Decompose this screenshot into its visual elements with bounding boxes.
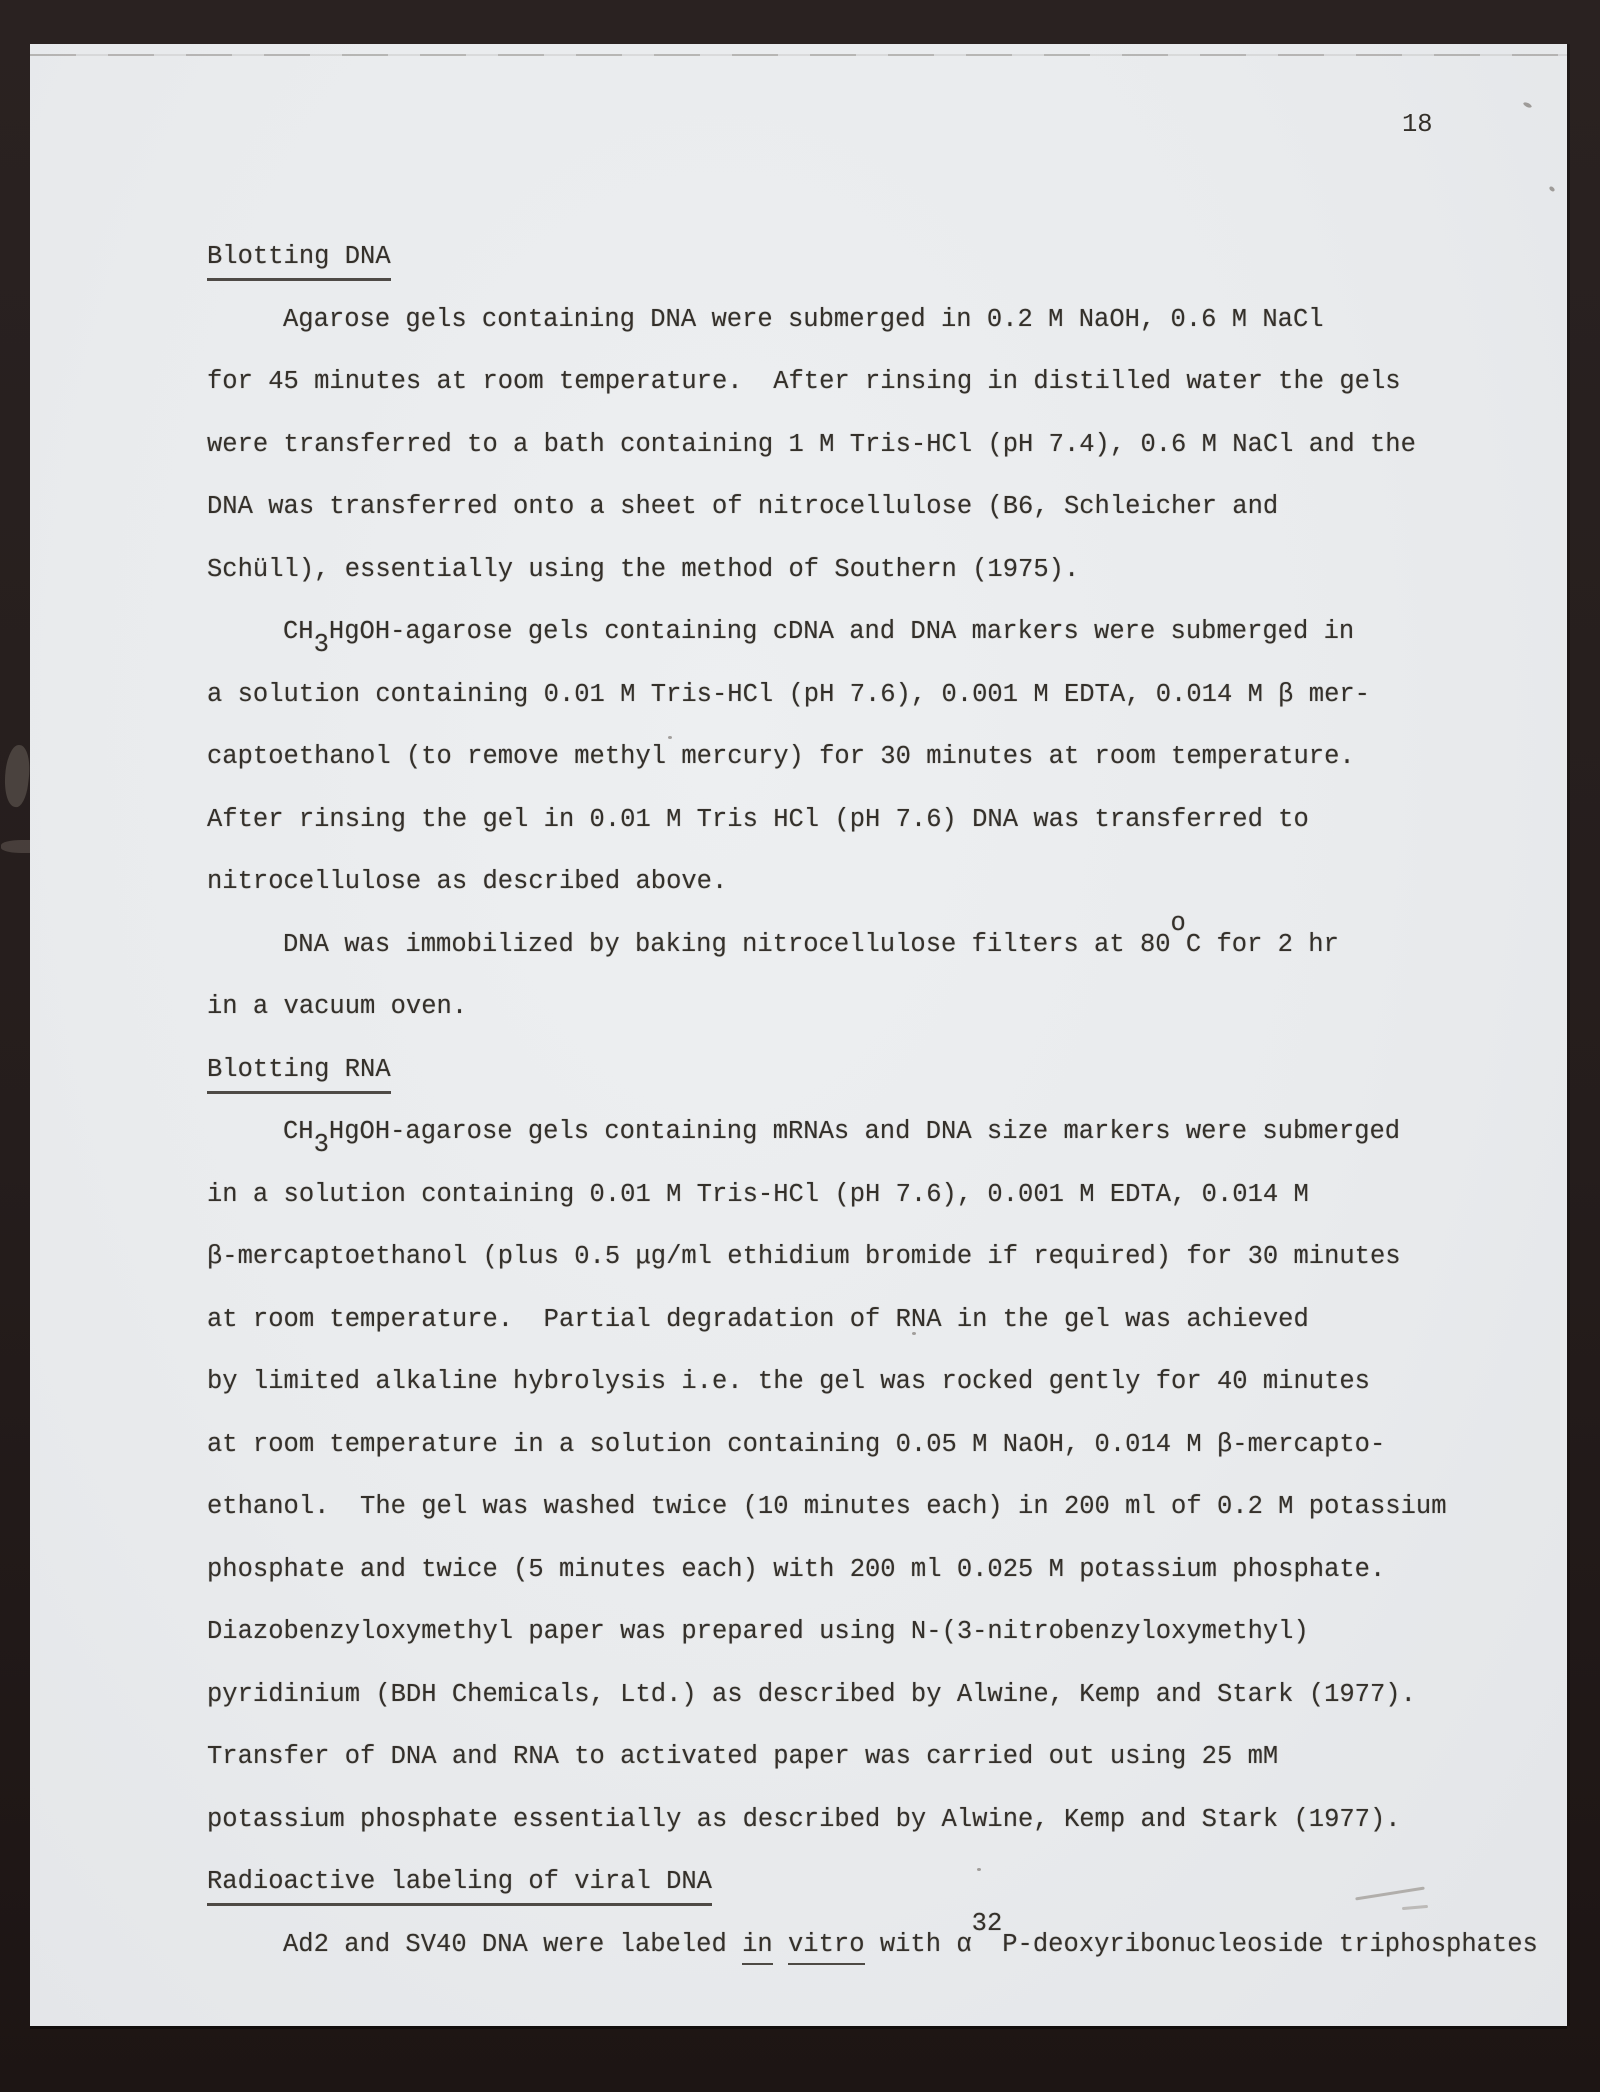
line-text: CH3HgOH-agarose gels containing mRNAs and DNA size markers were submerged [283,1117,1401,1160]
document-page [30,44,1567,2026]
line-text: by limited alkaline hybrolysis i.e. the gel was rocked gently for 40 minutes [207,1367,1370,1396]
line-text: DNA was transferred onto a sheet of nitrocellulose (B6, Schleicher and [207,492,1279,521]
text-line [207,865,727,899]
text-line [207,1803,1401,1837]
line-text: Diazobenzyloxymethyl paper was prepared using N-(3-nitrobenzyloxymethyl) [207,1617,1309,1646]
line-text: Agarose gels containing DNA were submerged in 0.2 M NaOH, 0.6 M NaCl [283,304,1324,334]
line-text: were transferred to a bath containing 1 M Tris-HCl (pH 7.4), 0.6 M NaCl and the [207,429,1416,459]
section-heading [207,240,391,274]
line-text: Blotting RNA [207,1053,391,1094]
section-heading [207,1865,712,1899]
line-text: potassium phosphate essentially as described by Alwine, Kemp and Stark (1977). [207,1804,1401,1834]
text-line [283,1908,1538,1962]
text-line [283,303,1324,337]
line-text: ethanol. The gel was washed twice (10 minutes each) in 200 ml of 0.2 M potassium [207,1492,1447,1521]
line-text: a solution containing 0.01 M Tris-HCl (pH 7.6), 0.001 M EDTA, 0.014 M β mer- [207,679,1370,709]
line-text: in a solution containing 0.01 M Tris-HCl (pH 7.6), 0.001 M EDTA, 0.014 M [207,1179,1309,1209]
text-line [207,1365,1370,1399]
text-line [283,908,1339,962]
line-text: for 45 minutes at room temperature. After rinsing in distilled water the gels [207,367,1401,396]
text-line [207,490,1278,524]
text-line [207,1178,1309,1212]
line-text: Radioactive labeling of viral DNA [207,1865,712,1906]
text-line [283,615,1355,660]
text-line [207,1615,1309,1649]
text-line [207,990,467,1024]
line-text: β-mercaptoethanol (plus 0.5 μg/ml ethidium bromide if required) for 30 minutes [207,1242,1401,1271]
scan-speck [1523,101,1533,108]
line-text: in a vacuum oven. [207,992,468,1021]
text-block [207,240,1567,2026]
scan-speck [668,736,672,739]
page-top-edge [30,54,1567,56]
section-heading [207,1053,391,1087]
text-line [207,428,1416,462]
text-line [207,1490,1447,1524]
text-line [207,365,1401,399]
text-line [207,678,1370,712]
line-text: After rinsing the gel in 0.01 M Tris HCl (pH 7.6) DNA was transferred to [207,804,1309,834]
text-line [207,1303,1309,1337]
page-number: 18 [1402,110,1433,139]
line-text: Transfer of DNA and RNA to activated paper was carried out using 25 mM [207,1742,1279,1771]
line-text: nitrocellulose as described above. [207,867,728,896]
text-line [207,1240,1401,1274]
line-text: CH3HgOH-agarose gels containing cDNA and DNA markers were submerged in [283,617,1355,660]
text-line [207,1428,1385,1462]
text-line [207,1553,1385,1587]
line-text: Ad2 and SV40 DNA were labeled in vitro with α32P-deoxyribonucleoside triphosphates [283,1928,1538,1965]
line-text: DNA was immobilized by baking nitrocellulose filters at 80oC for 2 hr [283,908,1339,959]
text-line [207,1740,1278,1774]
line-text: Blotting DNA [207,240,391,281]
line-text: captoethanol (to remove methyl mercury) for 30 minutes at room temperature. [207,742,1355,771]
line-text: at room temperature. Partial degradation of RNA in the gel was achieved [207,1304,1309,1334]
scan-speck [912,1332,916,1335]
line-text: pyridinium (BDH Chemicals, Ltd.) as described by Alwine, Kemp and Stark (1977). [207,1679,1416,1709]
scan-speck [977,1868,981,1871]
line-text: phosphate and twice (5 minutes each) with 200 ml 0.025 M potassium phosphate. [207,1554,1386,1584]
torn-paper-edge [1,744,32,808]
text-line [207,553,1079,587]
text-line [207,803,1309,837]
text-line [283,1115,1401,1160]
text-line [207,740,1355,774]
line-text: Schüll), essentially using the method of Southern (1975). [207,554,1080,584]
text-line [207,1678,1416,1712]
scan-speck [1548,186,1555,193]
line-text: at room temperature in a solution containing 0.05 M NaOH, 0.014 M β-mercapto- [207,1429,1386,1459]
